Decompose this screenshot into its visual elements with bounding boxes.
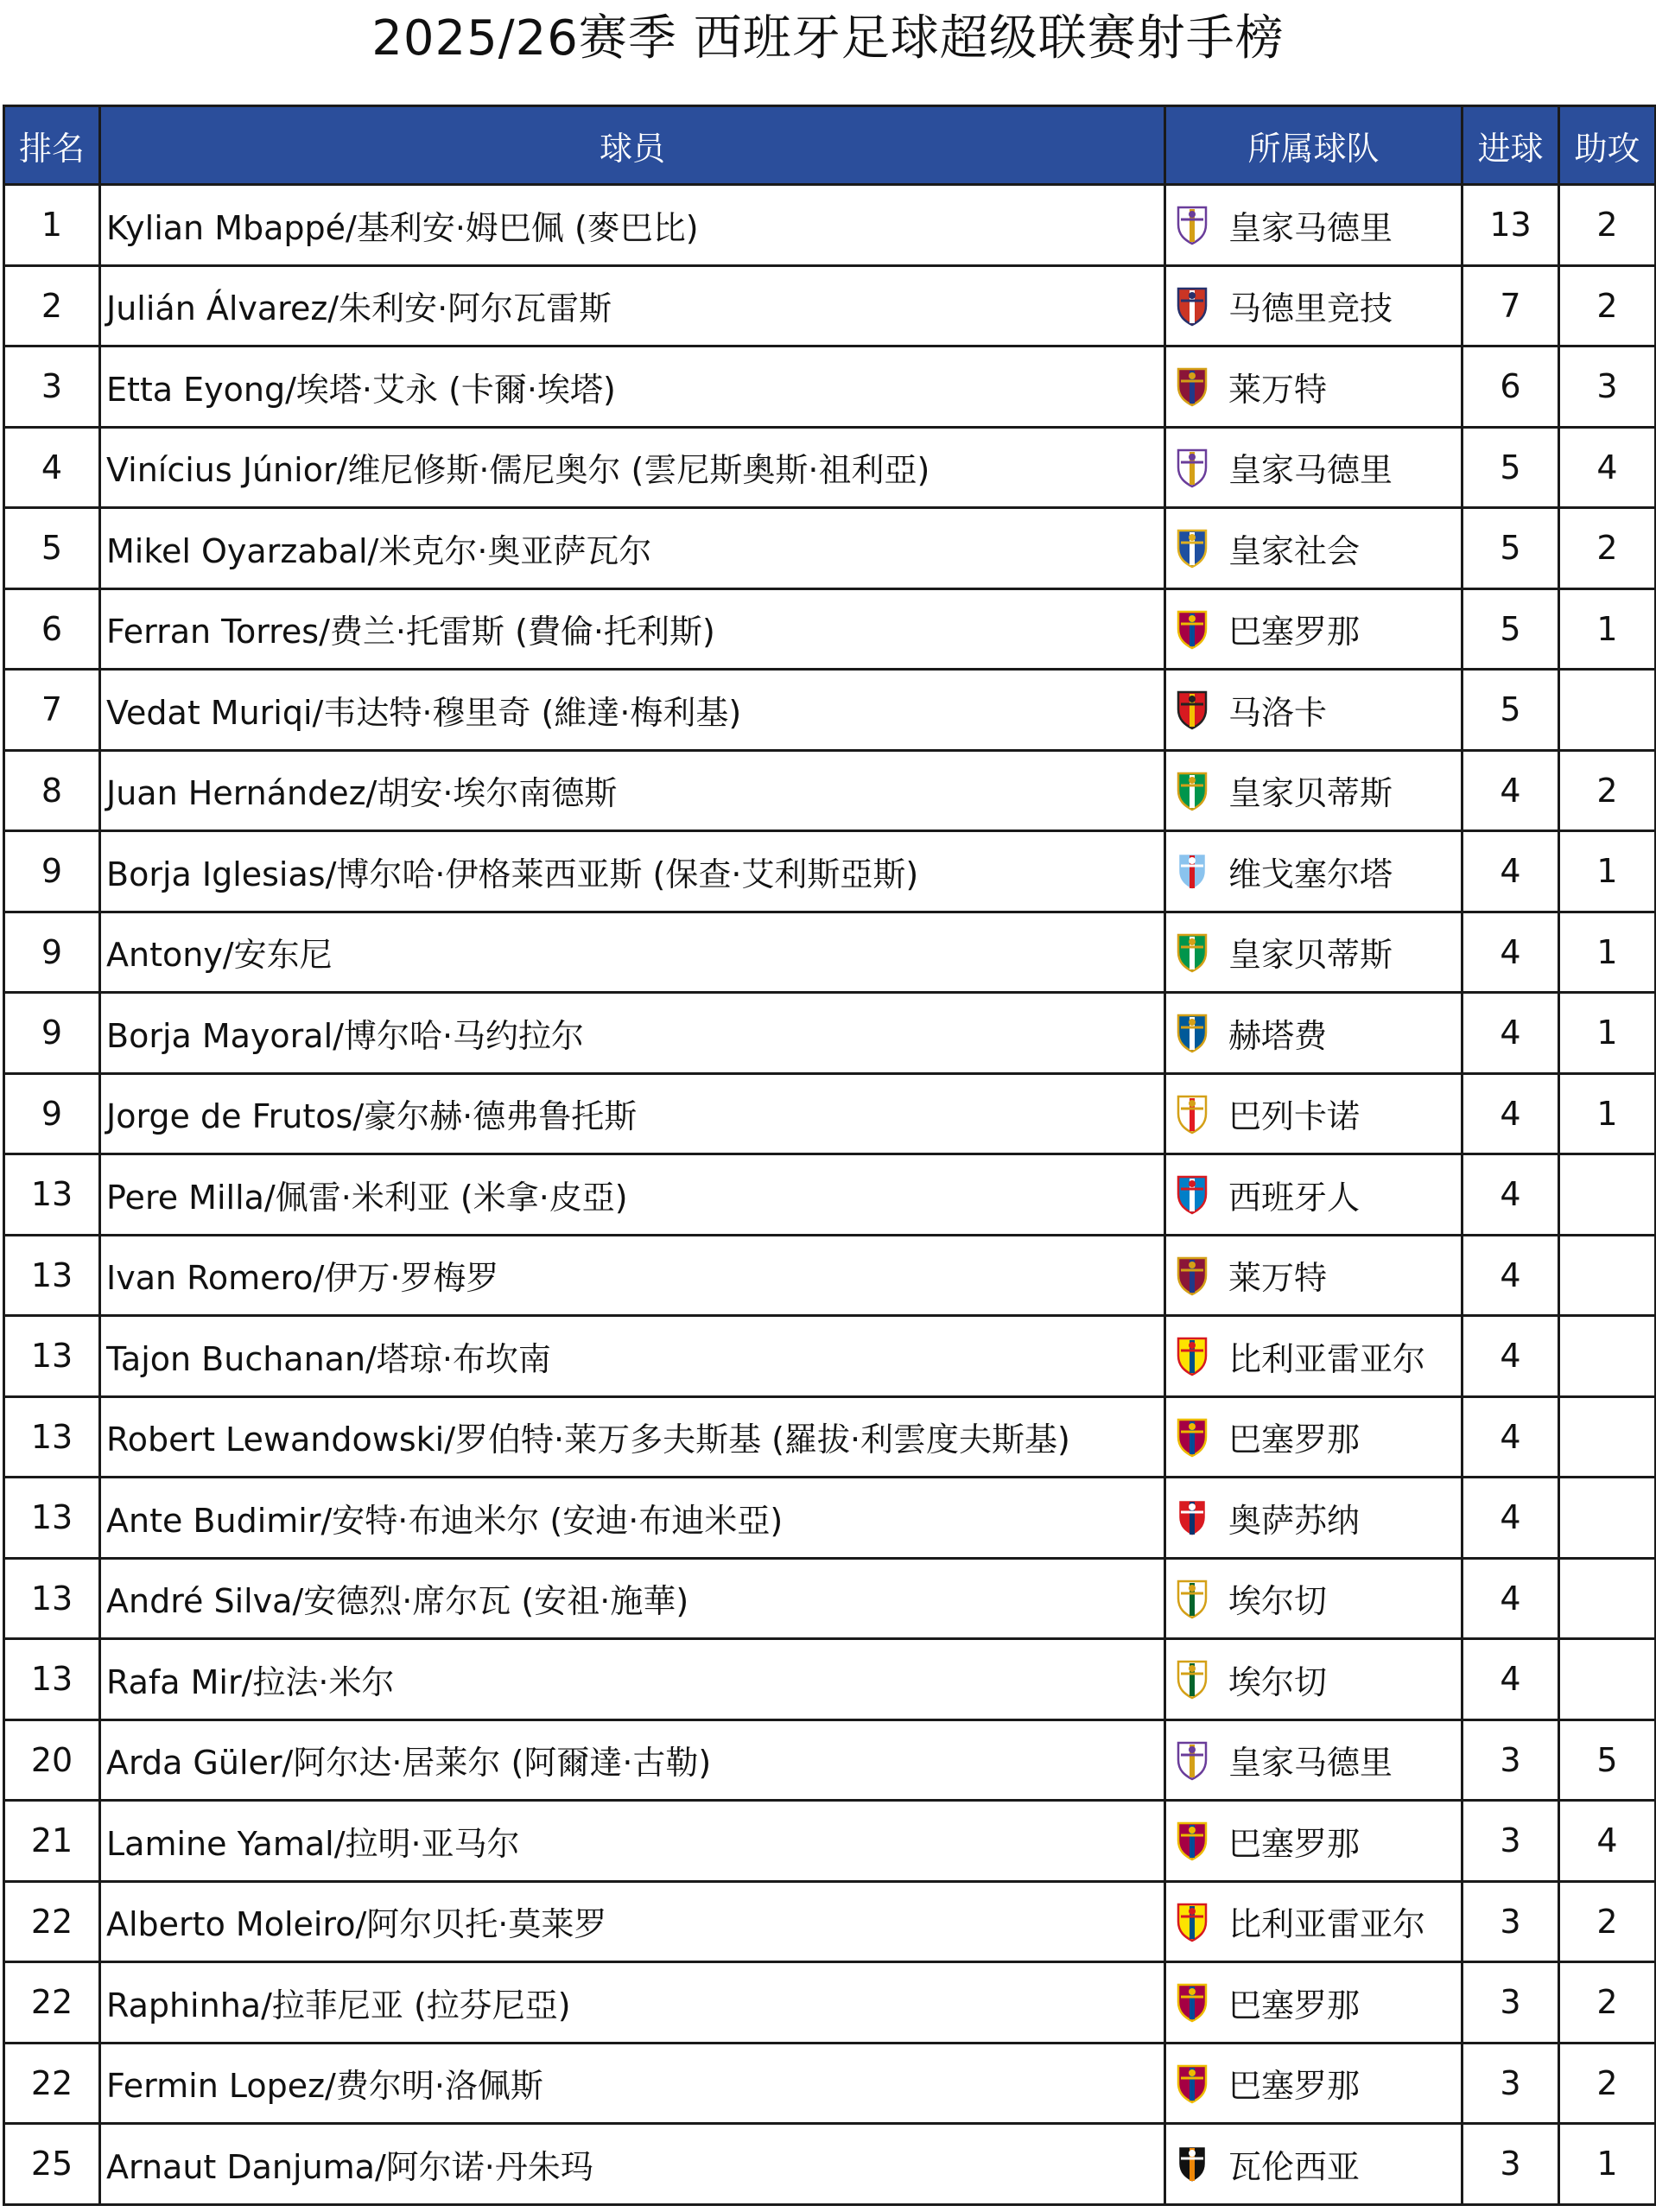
real-madrid-crest-icon [1175, 1739, 1209, 1781]
goals-cell: 4 [1462, 750, 1559, 831]
rank-cell: 7 [4, 670, 100, 751]
assists-cell: 2 [1559, 750, 1656, 831]
table-row [4, 1396, 1656, 1478]
player-cell: Arda Güler/阿尔达·居莱尔 (阿爾達·古勒) [100, 1719, 1165, 1801]
assists-cell [1559, 1558, 1656, 1639]
team-cell [1165, 2043, 1462, 2124]
assists-cell: 2 [1559, 508, 1656, 589]
team-name: 比利亚雷亚尔 [1228, 1339, 1426, 1378]
rank-cell: 13 [4, 1235, 100, 1316]
table-row [4, 1558, 1656, 1639]
elche-crest-icon [1175, 1578, 1209, 1619]
table-row [4, 1962, 1656, 2044]
player-cell: Borja Iglesias/博尔哈·伊格莱西亚斯 (保查·艾利斯亞斯) [100, 831, 1165, 912]
goals-cell: 4 [1462, 1396, 1559, 1478]
goals-cell: 4 [1462, 912, 1559, 993]
team-cell [1165, 750, 1462, 831]
table-row [4, 1235, 1656, 1316]
player-cell: Fermin Lopez/费尔明·洛佩斯 [100, 2043, 1165, 2124]
team-name: 埃尔切 [1228, 1582, 1328, 1621]
player-cell: Antony/安东尼 [100, 912, 1165, 993]
team-name: 莱万特 [1228, 1259, 1328, 1298]
real-sociedad-crest-icon [1175, 527, 1209, 569]
table-row [4, 670, 1656, 751]
team-cell [1165, 427, 1462, 508]
assists-cell: 2 [1559, 265, 1656, 346]
assists-cell: 1 [1559, 1073, 1656, 1154]
barcelona-crest-icon [1175, 1820, 1209, 1861]
team-cell [1165, 993, 1462, 1074]
goals-cell: 3 [1462, 2124, 1559, 2205]
team-name: 西班牙人 [1228, 1178, 1361, 1217]
assists-cell: 5 [1559, 1719, 1656, 1801]
table-row [4, 1316, 1656, 1397]
table-row [4, 1719, 1656, 1801]
column-header-player: 球员 [100, 106, 1165, 185]
rank-cell: 13 [4, 1316, 100, 1397]
goals-cell: 4 [1462, 831, 1559, 912]
team-name: 巴塞罗那 [1228, 1824, 1361, 1863]
team-cell [1165, 1396, 1462, 1478]
levante-crest-icon [1175, 1255, 1209, 1296]
team-name: 皇家贝蒂斯 [1228, 936, 1393, 975]
assists-cell [1559, 670, 1656, 751]
team-name: 巴列卡诺 [1228, 1097, 1361, 1136]
team-cell [1165, 1719, 1462, 1801]
team-cell [1165, 1962, 1462, 2044]
table-row [4, 265, 1656, 346]
rank-cell: 25 [4, 2124, 100, 2205]
table-row [4, 831, 1656, 912]
goals-cell: 4 [1462, 1639, 1559, 1720]
column-header-assists: 助攻 [1559, 106, 1656, 185]
player-cell: Lamine Yamal/拉明·亚马尔 [100, 1801, 1165, 1882]
table-row [4, 346, 1656, 428]
team-name: 皇家贝蒂斯 [1228, 774, 1393, 813]
table-row [4, 2043, 1656, 2124]
player-cell: Vinícius Júnior/维尼修斯·儒尼奥尔 (雲尼斯奧斯·祖利亞) [100, 427, 1165, 508]
rank-cell: 13 [4, 1154, 100, 1236]
espanyol-crest-icon [1175, 1173, 1209, 1215]
team-cell [1165, 1881, 1462, 1962]
goals-cell: 3 [1462, 2043, 1559, 2124]
barcelona-crest-icon [1175, 1981, 1209, 2023]
atletico-madrid-crest-icon [1175, 285, 1209, 327]
assists-cell: 3 [1559, 346, 1656, 428]
table-row [4, 750, 1656, 831]
assists-cell [1559, 1478, 1656, 1559]
assists-cell: 1 [1559, 588, 1656, 670]
team-name: 瓦伦西亚 [1228, 2147, 1361, 2186]
team-name: 巴塞罗那 [1228, 1421, 1361, 1459]
goals-cell: 3 [1462, 1719, 1559, 1801]
assists-cell: 1 [1559, 2124, 1656, 2205]
villarreal-crest-icon [1175, 1901, 1209, 1942]
osasuna-crest-icon [1175, 1497, 1209, 1538]
team-cell [1165, 1154, 1462, 1236]
real-betis-crest-icon [1175, 770, 1209, 811]
team-cell [1165, 1558, 1462, 1639]
player-cell: Mikel Oyarzabal/米克尔·奥亚萨瓦尔 [100, 508, 1165, 589]
assists-cell [1559, 1639, 1656, 1720]
goals-cell: 3 [1462, 1962, 1559, 2044]
goals-cell: 4 [1462, 1154, 1559, 1236]
rank-cell: 1 [4, 185, 100, 266]
real-madrid-crest-icon [1175, 204, 1209, 245]
player-cell: Ante Budimir/安特·布迪米尔 (安迪·布迪米亞) [100, 1478, 1165, 1559]
real-madrid-crest-icon [1175, 447, 1209, 488]
celta-vigo-crest-icon [1175, 850, 1209, 892]
team-name: 马洛卡 [1228, 693, 1328, 732]
player-cell: Arnaut Danjuma/阿尔诺·丹朱玛 [100, 2124, 1165, 2205]
team-cell [1165, 1639, 1462, 1720]
goals-cell: 4 [1462, 1478, 1559, 1559]
table-row [4, 1478, 1656, 1559]
goals-cell: 4 [1462, 993, 1559, 1074]
mallorca-crest-icon [1175, 689, 1209, 730]
player-cell: Pere Milla/佩雷·米利亚 (米拿·皮亞) [100, 1154, 1165, 1236]
top-scorers-table [3, 105, 1656, 2206]
table-row [4, 2124, 1656, 2205]
getafe-crest-icon [1175, 1012, 1209, 1053]
assists-cell: 1 [1559, 831, 1656, 912]
rank-cell: 21 [4, 1801, 100, 1882]
assists-cell: 1 [1559, 993, 1656, 1074]
team-cell [1165, 1801, 1462, 1882]
table-row [4, 1639, 1656, 1720]
player-cell: André Silva/安德烈·席尔瓦 (安祖·施華) [100, 1558, 1165, 1639]
team-cell [1165, 346, 1462, 428]
team-cell [1165, 831, 1462, 912]
table-row [4, 912, 1656, 993]
assists-cell: 4 [1559, 1801, 1656, 1882]
team-cell [1165, 265, 1462, 346]
column-header-goals: 进球 [1462, 106, 1559, 185]
goals-cell: 5 [1462, 427, 1559, 508]
team-cell [1165, 1478, 1462, 1559]
table-header-row [4, 106, 1656, 185]
page-title: 2025/26赛季 西班牙足球超级联赛射手榜 [371, 10, 1285, 67]
rank-cell: 22 [4, 1962, 100, 2044]
rank-cell: 13 [4, 1558, 100, 1639]
rank-cell: 13 [4, 1639, 100, 1720]
player-cell: Alberto Moleiro/阿尔贝托·莫莱罗 [100, 1881, 1165, 1962]
assists-cell: 2 [1559, 1962, 1656, 2044]
goals-cell: 4 [1462, 1235, 1559, 1316]
goals-cell: 5 [1462, 670, 1559, 751]
goals-cell: 4 [1462, 1558, 1559, 1639]
player-cell: Ferran Torres/费兰·托雷斯 (費倫·托利斯) [100, 588, 1165, 670]
team-cell [1165, 670, 1462, 751]
team-cell [1165, 508, 1462, 589]
barcelona-crest-icon [1175, 1416, 1209, 1458]
rank-cell: 3 [4, 346, 100, 428]
rank-cell: 6 [4, 588, 100, 670]
rank-cell: 9 [4, 993, 100, 1074]
rank-cell: 20 [4, 1719, 100, 1801]
assists-cell [1559, 1235, 1656, 1316]
team-cell [1165, 2124, 1462, 2205]
player-cell: Vedat Muriqi/韦达特·穆里奇 (維達·梅利基) [100, 670, 1165, 751]
assists-cell [1559, 1316, 1656, 1397]
rank-cell: 22 [4, 1881, 100, 1962]
goals-cell: 5 [1462, 588, 1559, 670]
team-cell [1165, 1316, 1462, 1397]
goals-cell: 4 [1462, 1316, 1559, 1397]
player-cell: Borja Mayoral/博尔哈·马约拉尔 [100, 993, 1165, 1074]
assists-cell [1559, 1396, 1656, 1478]
rank-cell: 13 [4, 1396, 100, 1478]
table-row [4, 1881, 1656, 1962]
player-cell: Etta Eyong/埃塔·艾永 (卡爾·埃塔) [100, 346, 1165, 428]
team-name: 埃尔切 [1228, 1662, 1328, 1701]
valencia-crest-icon [1175, 2143, 1209, 2184]
team-name: 马德里竞技 [1228, 289, 1393, 328]
assists-cell: 4 [1559, 427, 1656, 508]
barcelona-crest-icon [1175, 608, 1209, 650]
column-header-team: 所属球队 [1165, 106, 1462, 185]
player-cell: Robert Lewandowski/罗伯特·莱万多夫斯基 (羅拔·利雲度夫斯基) [100, 1396, 1165, 1478]
rank-cell: 22 [4, 2043, 100, 2124]
assists-cell: 2 [1559, 185, 1656, 266]
real-betis-crest-icon [1175, 931, 1209, 973]
team-name: 奥萨苏纳 [1228, 1501, 1361, 1540]
rank-cell: 9 [4, 1073, 100, 1154]
team-name: 皇家社会 [1228, 531, 1361, 570]
player-cell: Jorge de Frutos/豪尔赫·德弗鲁托斯 [100, 1073, 1165, 1154]
team-name: 皇家马德里 [1228, 208, 1393, 247]
table-row [4, 1073, 1656, 1154]
table-row [4, 185, 1656, 266]
goals-cell: 3 [1462, 1881, 1559, 1962]
player-cell: Ivan Romero/伊万·罗梅罗 [100, 1235, 1165, 1316]
rank-cell: 9 [4, 912, 100, 993]
assists-cell: 2 [1559, 1881, 1656, 1962]
goals-cell: 6 [1462, 346, 1559, 428]
team-name: 莱万特 [1228, 370, 1328, 409]
team-cell [1165, 588, 1462, 670]
goals-cell: 5 [1462, 508, 1559, 589]
team-name: 维戈塞尔塔 [1228, 855, 1393, 893]
rank-cell: 5 [4, 508, 100, 589]
table-row [4, 508, 1656, 589]
rayo-vallecano-crest-icon [1175, 1093, 1209, 1135]
player-cell: Rafa Mir/拉法·米尔 [100, 1639, 1165, 1720]
team-name: 赫塔费 [1228, 1016, 1328, 1055]
team-cell [1165, 912, 1462, 993]
team-name: 皇家马德里 [1228, 1744, 1393, 1783]
team-name: 皇家马德里 [1228, 451, 1393, 490]
assists-cell: 2 [1559, 2043, 1656, 2124]
rank-cell: 13 [4, 1478, 100, 1559]
table-row [4, 427, 1656, 508]
rank-cell: 9 [4, 831, 100, 912]
villarreal-crest-icon [1175, 1335, 1209, 1376]
team-name: 巴塞罗那 [1228, 1986, 1361, 2024]
team-name: 巴塞罗那 [1228, 2067, 1361, 2106]
rank-cell: 8 [4, 750, 100, 831]
team-cell [1165, 1235, 1462, 1316]
team-cell [1165, 1073, 1462, 1154]
player-cell: Tajon Buchanan/塔琼·布坎南 [100, 1316, 1165, 1397]
player-cell: Raphinha/拉菲尼亚 (拉芬尼亞) [100, 1962, 1165, 2044]
column-header-rank: 排名 [4, 106, 100, 185]
team-cell [1165, 185, 1462, 266]
team-name: 巴塞罗那 [1228, 613, 1361, 652]
goals-cell: 3 [1462, 1801, 1559, 1882]
table-row [4, 1801, 1656, 1882]
table-row [4, 588, 1656, 670]
player-cell: Kylian Mbappé/基利安·姆巴佩 (麥巴比) [100, 185, 1165, 266]
elche-crest-icon [1175, 1658, 1209, 1700]
rank-cell: 2 [4, 265, 100, 346]
goals-cell: 4 [1462, 1073, 1559, 1154]
assists-cell [1559, 1154, 1656, 1236]
levante-crest-icon [1175, 365, 1209, 407]
goals-cell: 7 [1462, 265, 1559, 346]
table-row [4, 993, 1656, 1074]
rank-cell: 4 [4, 427, 100, 508]
assists-cell: 1 [1559, 912, 1656, 993]
player-cell: Juan Hernández/胡安·埃尔南德斯 [100, 750, 1165, 831]
player-cell: Julián Álvarez/朱利安·阿尔瓦雷斯 [100, 265, 1165, 346]
barcelona-crest-icon [1175, 2063, 1209, 2104]
table-row [4, 1154, 1656, 1236]
goals-cell: 13 [1462, 185, 1559, 266]
team-name: 比利亚雷亚尔 [1228, 1905, 1426, 1944]
